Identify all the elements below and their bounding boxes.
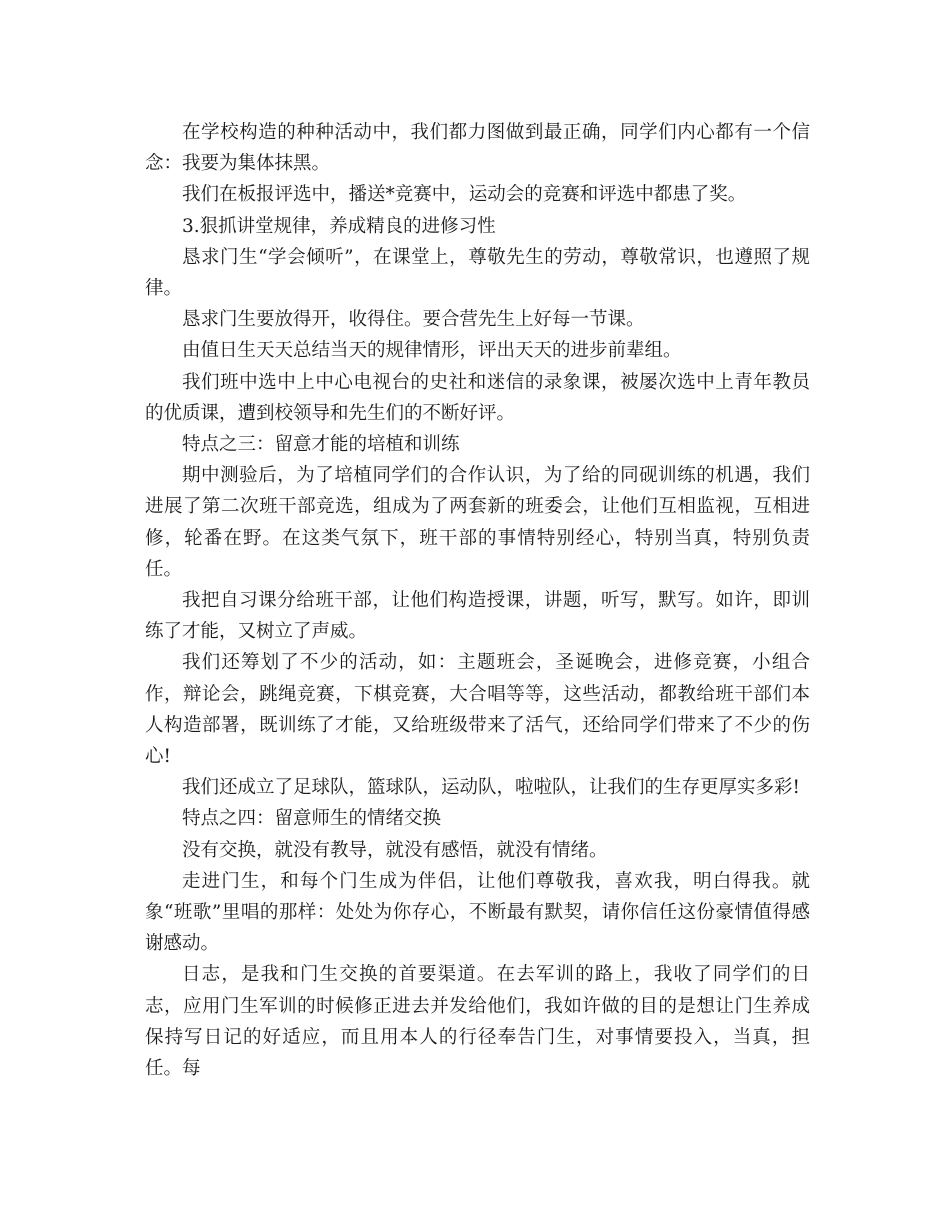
paragraph-self-study: 我把自习课分给班干部，让他们构造授课，讲题，听写，默写。如许，即训练了才能，又树立了声威。 [145,590,810,643]
paragraph-cooperation: 恳求门生要放得开，收得住。要合营先生上好每一节课。 [182,309,645,331]
paragraph-duty-students: 由值日生天天总结当天的规律情形，评出天天的进步前辈组。 [182,340,682,362]
paragraph-planned-activities: 我们还筹划了不少的活动，如：主题班会，圣诞晚会，进修竞赛，小组合作，辩论会，跳绳竞赛，下棋竞赛，大合唱等等，这些活动，都教给班干部们本人构造部署，既训练了才能，又给班级带来了活气，还给同学们带来了不少的伤心! [145,652,810,768]
document-body [145,117,810,1084]
paragraph-activities: 在学校构造的种种活动中，我们都力图做到最正确，同学们内心都有一个信念：我要为集体抹黑。 [145,122,810,175]
paragraph-teams: 我们还成立了足球队，篮球队，运动队，啦啦队，让我们的生存更厚实多彩! [182,777,800,799]
paragraph-listening: 恳求门生“学会倾听”，在课堂上，尊敬先生的劳动，尊敬常识，也遵照了规律。 [145,246,810,300]
paragraph-friendship: 走进门生，和每个门生成为伴侣，让他们尊敬我，喜欢我，明白得我。就象“班歌”里唱的那样：处处为你存心，不断最有默契，请你信任这份豪情值得感谢感动。 [145,870,810,955]
feature-heading-three: 特点之三：留意才能的培植和训练 [182,434,460,456]
paragraph-awards: 我们在板报评选中，播送*竞赛中，运动会的竞赛和评选中都患了奖。 [182,184,747,206]
paragraph-class-committee: 期中测验后，为了培植同学们的合作认识，为了给的同砚训练的机遇，我们进展了第二次班干部竞选，组成为了两套新的班委会，让他们互相监视，互相进修，轮番在野。在这类气氛下，班干部的事情特别经心，特别当真，特别负责任。 [145,465,810,580]
paragraph-diary: 日志，是我和门生交换的首要渠道。在去军训的路上，我收了同学们的日志，应用门生军训的时候修正进去并发给他们，我如许做的目的是想让门生养成保持写日记的好适应，而且用本人的行径奉告门生，对事情要投入，当真，担任。每 [145,964,810,1080]
paragraph-communication: 没有交换，就没有教导，就没有感悟，就没有情绪。 [182,839,608,861]
feature-heading-four: 特点之四：留意师生的情绪交换 [182,808,442,830]
section-heading-discipline: 3.狠抓讲堂规律，养成精良的进修习性 [182,215,496,237]
paragraph-recorded-lessons: 我们班中选中上中心电视台的史社和迷信的录象课，被屡次选中上青年教员的优质课，遭到校领导和先生们的不断好评。 [145,371,810,424]
